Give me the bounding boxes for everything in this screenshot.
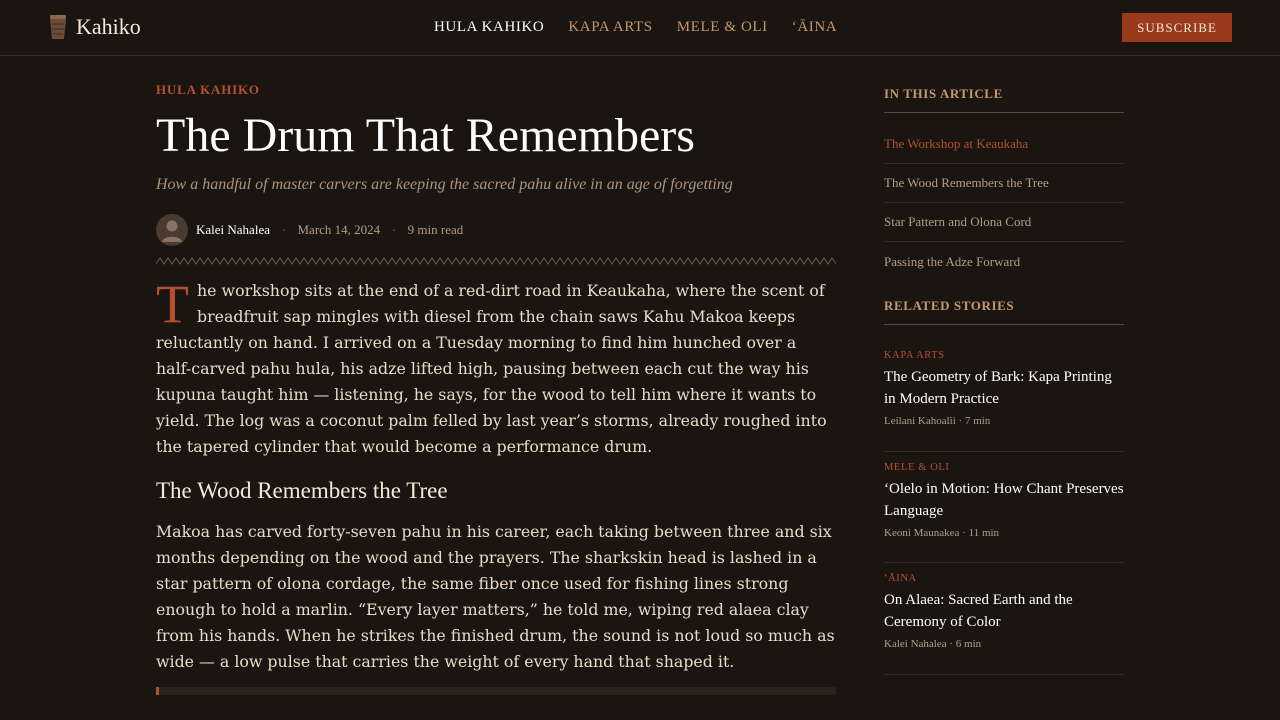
main-nav <box>434 19 837 36</box>
read-time: 9 min read <box>407 222 464 237</box>
table-of-contents <box>884 125 1124 281</box>
related-stories <box>884 340 1124 675</box>
toc-heading: IN THIS ARTICLE <box>884 86 1124 113</box>
page-title: The Drum That Remembers <box>156 109 695 162</box>
story-title[interactable]: ʻOlelo in Motion: How Chant Preserves Language <box>884 480 1124 519</box>
toc-item <box>884 164 1124 203</box>
toc-link-workshop[interactable]: The Workshop at Keaukaha <box>884 136 1029 151</box>
toc-link-adze[interactable]: Passing the Adze Forward <box>884 253 1021 269</box>
toc-item <box>884 125 1124 164</box>
meta-separator: · <box>281 223 286 237</box>
toc-link-wood[interactable]: The Wood Remembers the Tree <box>884 175 1049 190</box>
drop-cap: T <box>156 274 189 334</box>
paragraph-text: he workshop sits at the end of a red-dirt road in Keaukaha, where the scent of breadfruit sap mingles with diesel from the chain saws Kahu Makoa keeps reluctantly on hand. I arrived on a Tuesday morning to find him hunched over a half-carved pahu hula, his adze lifted high, pausing between each cut the way his kupuna taught him — listening, he says, for the wood to tell him where it wants to yield. The log was a coconut palm felled by last year’s storms, already roughed into the tapered cylinder that would become a performance drum. <box>156 281 827 456</box>
related-story-card[interactable] <box>884 340 1124 452</box>
reading-progress-bar <box>156 687 836 695</box>
story-title[interactable]: The Geometry of Bark: Kapa Printing in Modern Practice <box>884 369 1112 407</box>
nav-item-mele-oli[interactable]: MELE & OLI <box>676 19 768 35</box>
site-logo[interactable] <box>48 14 141 40</box>
story-meta: Leilani Kahoalii · 7 min <box>884 415 991 427</box>
article-paragraph <box>156 519 836 675</box>
drum-icon <box>48 14 68 40</box>
story-meta: Keoni Maunakea · 11 min <box>884 526 1000 539</box>
article-subtitle: How a handful of master carvers are keeping the sacred pahu alive in an age of forgetting <box>156 176 733 193</box>
toc-item <box>884 242 1124 281</box>
author-name[interactable]: Kalei Nahalea <box>196 222 270 237</box>
toc-item <box>884 203 1124 242</box>
story-category: ʻĀINA <box>884 573 917 584</box>
toc-link-star-pattern[interactable]: Star Pattern and Olona Cord <box>884 214 1032 229</box>
meta-separator: · <box>392 223 396 237</box>
site-name: Kahiko <box>76 14 141 39</box>
nav-item-aina[interactable]: ʻĀINA <box>791 19 838 35</box>
user-icon <box>156 214 188 246</box>
related-story-card[interactable] <box>884 563 1124 675</box>
nav-item-hula-kahiko[interactable]: HULA KAHIKO <box>434 19 545 35</box>
subscribe-button[interactable]: SUBSCRIBE <box>1122 13 1232 42</box>
publish-date: March 14, 2024 <box>297 222 381 237</box>
related-heading: RELATED STORIES <box>884 298 1124 325</box>
story-title[interactable]: On Alaea: Sacred Earth and the Ceremony of Color <box>884 592 1073 630</box>
story-meta: Kalei Nahalea · 6 min <box>884 638 982 650</box>
nav-item-kapa-arts[interactable]: KAPA ARTS <box>568 19 653 35</box>
story-category: MELE & OLI <box>884 461 950 473</box>
section-heading: The Wood Remembers the Tree <box>156 478 448 503</box>
related-story-card[interactable] <box>884 452 1124 564</box>
zigzag-divider <box>156 256 836 266</box>
story-category: KAPA ARTS <box>884 350 945 361</box>
article-paragraph <box>156 274 836 460</box>
reading-progress-fill <box>156 687 159 695</box>
byline <box>156 214 463 246</box>
article-category[interactable]: HULA KAHIKO <box>156 82 260 97</box>
paragraph-text: Makoa has carved forty-seven pahu in his career, each taking between three and six months depending on the wood and the prayers. The sharkskin head is lashed in a star pattern of olona cordage, the same fiber once used for fishing lines strong enough to hold a marlin. “Every layer matters,” he told me, wiping red alaea clay from his hands. When he strikes the finished drum, the sound is not loud so much as wide — a low pulse that carries the weight of every hand that shaped it. <box>156 522 835 671</box>
top-bar <box>0 0 1280 56</box>
